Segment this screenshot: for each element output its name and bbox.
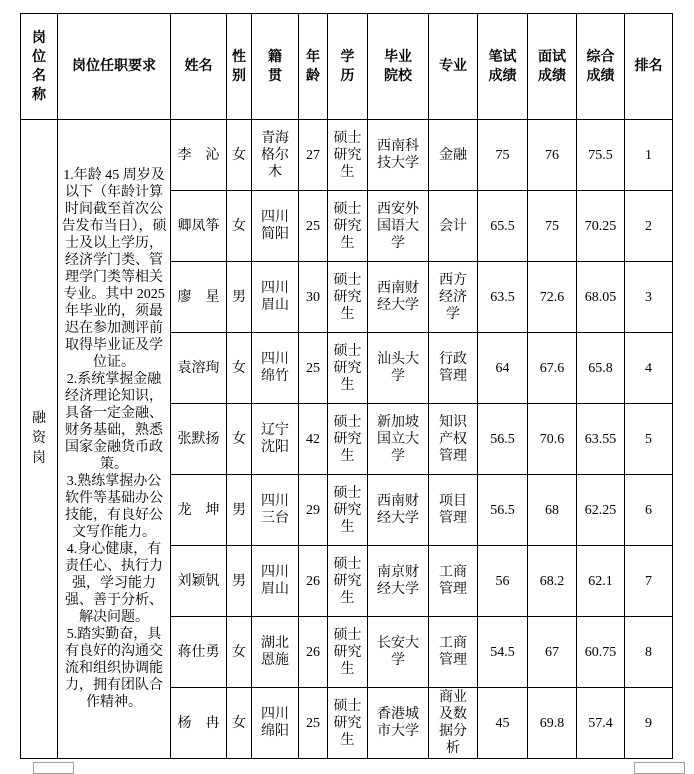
requirement-item: 5.踏实勤奋，具有良好的沟通交流和组织协调能力，拥有团队合作精神。 — [65, 627, 163, 710]
cell-major-text: 行政管理 — [439, 352, 467, 384]
cell-major — [429, 475, 478, 546]
cell-university-text: 西南财经大学 — [377, 494, 419, 526]
cell-name — [171, 546, 227, 617]
requirement-item: 2.系统掌握金融经济理论知识，具备一定金融、财务基础，熟悉国家金融货币政策。 — [65, 372, 163, 472]
cell-education-text: 硕士研究生 — [333, 556, 362, 606]
header-major-label: 专业 — [439, 59, 467, 74]
cell-major — [429, 404, 478, 475]
cell-name-text: 卿凤筝 — [177, 218, 220, 234]
cell-education — [328, 475, 368, 546]
cell-interview-score-text: 72.6 — [539, 289, 565, 305]
cell-interview-score-text: 68.2 — [539, 573, 565, 589]
cell-native-place-text: 辽宁沈阳 — [261, 423, 289, 455]
cell-overall-score-text: 57.4 — [588, 715, 613, 731]
cell-rank-text: 8 — [645, 644, 652, 660]
cell-written-score-text: 54.5 — [490, 644, 515, 660]
cell-native-place — [252, 404, 299, 475]
cell-native-place — [252, 617, 299, 688]
cell-major-text: 西方经济学 — [439, 272, 467, 322]
cell-native-place — [252, 262, 299, 333]
cell-interview-score — [528, 688, 577, 759]
cell-education — [328, 688, 368, 759]
header-gender-label: 性别 — [232, 49, 246, 84]
cell-overall-score — [577, 475, 625, 546]
header-university — [368, 14, 429, 120]
cell-overall-score-text: 75.5 — [588, 147, 613, 163]
cell-education — [328, 120, 368, 191]
cell-major-text: 项目管理 — [439, 494, 467, 526]
cell-name-text: 龙 坤 — [177, 502, 220, 518]
cell-native-place — [252, 688, 299, 759]
cell-name — [171, 333, 227, 404]
cell-university — [368, 688, 429, 759]
cell-age — [299, 120, 328, 191]
header-rank — [625, 14, 673, 120]
cell-overall-score-text: 62.1 — [588, 573, 613, 589]
cell-rank-text: 4 — [645, 360, 652, 376]
cell-name-text: 蒋仕勇 — [177, 644, 220, 660]
header-rank-label: 排名 — [634, 59, 663, 74]
cell-age-text: 42 — [306, 431, 320, 447]
cell-rank — [625, 333, 673, 404]
cell-interview-score-text: 67 — [545, 644, 559, 660]
cell-major — [429, 546, 478, 617]
cell-interview-score-text: 67.6 — [539, 360, 565, 376]
cell-rank-text: 5 — [645, 431, 652, 447]
cell-native-place — [252, 191, 299, 262]
cell-name-text: 杨 冉 — [177, 715, 220, 731]
cell-native-place — [252, 333, 299, 404]
cell-gender-text: 女 — [232, 360, 246, 376]
cell-interview-score-text: 70.6 — [539, 431, 565, 447]
cell-overall-score — [577, 617, 625, 688]
cell-written-score — [478, 333, 528, 404]
cell-interview-score — [528, 404, 577, 475]
cell-education — [328, 191, 368, 262]
cell-age — [299, 617, 328, 688]
header-interview-score — [528, 14, 577, 120]
cell-education-text: 硕士研究生 — [333, 414, 362, 464]
cell-university-text: 汕头大学 — [377, 352, 419, 384]
cell-major — [429, 333, 478, 404]
cell-overall-score — [577, 404, 625, 475]
cell-written-score — [478, 120, 528, 191]
cell-overall-score-text: 68.05 — [584, 289, 617, 305]
cell-rank — [625, 546, 673, 617]
cell-gender — [227, 617, 252, 688]
header-overall-score-label: 综合成绩 — [586, 49, 615, 84]
header-age — [299, 14, 328, 120]
cell-gender-text: 男 — [232, 502, 246, 518]
cell-age-text: 25 — [306, 218, 320, 234]
header-requirements-label: 岗位任职要求 — [72, 59, 156, 74]
cell-age — [299, 546, 328, 617]
cell-gender — [227, 262, 252, 333]
cell-name-text: 廖 星 — [177, 289, 220, 305]
cell-rank — [625, 404, 673, 475]
cell-overall-score — [577, 191, 625, 262]
header-native-place-label: 籍贯 — [268, 49, 282, 84]
cell-native-place-text: 四川绵阳 — [261, 707, 289, 739]
cell-written-score — [478, 546, 528, 617]
cell-gender-text: 女 — [232, 644, 246, 660]
cell-university — [368, 120, 429, 191]
cell-age — [299, 688, 328, 759]
header-native-place — [252, 14, 299, 120]
cell-age — [299, 333, 328, 404]
header-university-label: 毕业院校 — [384, 49, 412, 84]
header-major — [429, 14, 478, 120]
cell-overall-score-text: 63.55 — [584, 431, 617, 447]
cell-rank-text: 9 — [645, 715, 652, 731]
cell-rank — [625, 475, 673, 546]
cell-age-text: 25 — [306, 360, 320, 376]
cell-name-text: 李 沁 — [177, 147, 220, 163]
cell-university — [368, 404, 429, 475]
cell-written-score — [478, 262, 528, 333]
header-interview-score-label: 面试成绩 — [538, 49, 566, 84]
cell-major — [429, 617, 478, 688]
header-written-score — [478, 14, 528, 120]
cell-university — [368, 191, 429, 262]
cell-university — [368, 262, 429, 333]
cell-gender — [227, 546, 252, 617]
cell-name — [171, 404, 227, 475]
cell-native-place — [252, 546, 299, 617]
cell-rank-text: 7 — [645, 573, 652, 589]
cell-native-place-text: 四川绵竹 — [261, 352, 289, 384]
cell-age-text: 27 — [306, 147, 320, 163]
cell-gender — [227, 120, 252, 191]
header-position-name — [21, 14, 58, 120]
cell-name-text: 张默扬 — [177, 431, 220, 447]
cell-major — [429, 120, 478, 191]
cell-written-score-text: 56 — [495, 573, 510, 589]
cell-age-text: 30 — [306, 289, 320, 305]
cell-written-score-text: 45 — [495, 715, 510, 731]
cell-education — [328, 333, 368, 404]
cell-native-place — [252, 120, 299, 191]
cell-native-place-text: 四川眉山 — [261, 281, 289, 313]
cell-interview-score — [528, 262, 577, 333]
cell-rank-text: 3 — [645, 289, 652, 305]
cell-written-score — [478, 688, 528, 759]
header-education-label: 学历 — [340, 49, 355, 84]
cell-education — [328, 617, 368, 688]
requirement-item: 3.熟练掌握办公软件等基础办公技能，有良好公文写作能力。 — [65, 474, 163, 540]
cell-interview-score — [528, 475, 577, 546]
cell-rank-text: 6 — [645, 502, 652, 518]
cell-native-place-text: 青海格尔木 — [261, 130, 289, 180]
recruitment-results-table — [20, 13, 673, 759]
cell-gender — [227, 191, 252, 262]
header-name-label: 姓名 — [184, 59, 213, 74]
cell-education-text: 硕士研究生 — [333, 201, 362, 251]
cell-rank — [625, 617, 673, 688]
cell-major-text: 工商管理 — [439, 636, 467, 668]
cell-education-text: 硕士研究生 — [333, 698, 362, 748]
cell-gender — [227, 333, 252, 404]
cell-overall-score — [577, 688, 625, 759]
cell-written-score — [478, 404, 528, 475]
cell-rank — [625, 120, 673, 191]
cell-position-name — [21, 120, 58, 759]
header-position-name-label: 岗位名称 — [32, 30, 46, 103]
cell-interview-score — [528, 333, 577, 404]
cell-written-score — [478, 475, 528, 546]
cell-name — [171, 688, 227, 759]
header-written-score-label: 笔试成绩 — [488, 49, 517, 84]
requirement-item: 4.身心健康，有责任心、执行力强，学习能力强、善于分析、解决问题。 — [65, 542, 163, 625]
cell-overall-score-text: 70.25 — [584, 218, 617, 234]
cell-education — [328, 546, 368, 617]
cell-interview-score — [528, 120, 577, 191]
cell-interview-score — [528, 191, 577, 262]
cell-gender-text: 女 — [232, 147, 246, 163]
cell-overall-score — [577, 120, 625, 191]
cell-university-text: 新加坡国立大学 — [377, 414, 419, 464]
header-age-label: 年龄 — [306, 49, 320, 84]
cell-rank — [625, 262, 673, 333]
cell-overall-score-text: 62.25 — [584, 502, 617, 518]
cell-interview-score-text: 76 — [545, 147, 559, 163]
cell-age — [299, 262, 328, 333]
cell-gender-text: 男 — [232, 289, 246, 305]
cell-name — [171, 191, 227, 262]
cell-name — [171, 475, 227, 546]
cell-gender-text: 女 — [232, 431, 246, 447]
page-bottom-handle-right — [634, 762, 685, 774]
cell-overall-score — [577, 262, 625, 333]
cell-university-text: 香港城市大学 — [377, 707, 419, 739]
cell-age — [299, 475, 328, 546]
cell-education-text: 硕士研究生 — [333, 272, 362, 322]
cell-university — [368, 475, 429, 546]
cell-native-place-text: 四川眉山 — [261, 565, 289, 597]
cell-university — [368, 333, 429, 404]
cell-name — [171, 617, 227, 688]
cell-name — [171, 120, 227, 191]
cell-university — [368, 546, 429, 617]
cell-gender-text: 女 — [232, 715, 246, 731]
cell-gender — [227, 404, 252, 475]
candidate-row — [21, 120, 673, 191]
cell-overall-score — [577, 546, 625, 617]
requirement-item: 1.年龄 45 周岁及以下（年龄计算时间截至首次公告发布当日），硕士及以上学历，经济学门类、管理学门类等相关专业。其中 2025 年毕业的，须最迟在参加测评前取得毕业证及学位证。 — [61, 168, 167, 370]
cell-written-score-text: 65.5 — [490, 218, 515, 234]
cell-university-text: 西安外国语大学 — [377, 201, 419, 251]
cell-written-score-text: 75 — [495, 147, 510, 163]
cell-written-score-text: 56.5 — [490, 431, 515, 447]
cell-university-text: 长安大学 — [377, 636, 419, 668]
cell-written-score-text: 56.5 — [490, 502, 515, 518]
cell-major-text: 商业及数据分析 — [439, 690, 467, 756]
cell-major — [429, 688, 478, 759]
cell-native-place — [252, 475, 299, 546]
cell-interview-score-text: 69.8 — [539, 715, 565, 731]
cell-interview-score — [528, 617, 577, 688]
cell-overall-score-text: 60.75 — [584, 644, 617, 660]
cell-age-text: 26 — [306, 573, 320, 589]
cell-education-text: 硕士研究生 — [333, 485, 362, 535]
cell-interview-score-text: 75 — [545, 218, 559, 234]
cell-gender-text: 女 — [232, 218, 246, 234]
cell-overall-score — [577, 333, 625, 404]
header-overall-score — [577, 14, 625, 120]
cell-education — [328, 404, 368, 475]
cell-native-place-text: 湖北恩施 — [261, 636, 289, 668]
cell-gender — [227, 688, 252, 759]
cell-written-score-text: 63.5 — [490, 289, 515, 305]
page-bottom-handle-left — [33, 762, 74, 774]
cell-name-text: 刘颖钒 — [177, 573, 220, 589]
header-requirements — [58, 14, 171, 120]
cell-native-place-text: 四川简阳 — [261, 210, 289, 242]
cell-university — [368, 617, 429, 688]
cell-native-place-text: 四川三台 — [261, 494, 289, 526]
cell-university-text: 西南财经大学 — [377, 281, 419, 313]
cell-education-text: 硕士研究生 — [333, 130, 362, 180]
cell-education — [328, 262, 368, 333]
cell-name — [171, 262, 227, 333]
cell-rank — [625, 688, 673, 759]
cell-age-text: 29 — [306, 502, 320, 518]
cell-university-text: 西南科技大学 — [377, 139, 419, 171]
cell-major-text: 金融 — [439, 147, 467, 163]
cell-written-score — [478, 191, 528, 262]
cell-requirements — [58, 120, 171, 759]
header-education — [328, 14, 368, 120]
cell-gender-text: 男 — [232, 573, 246, 589]
cell-major-text: 会计 — [439, 218, 467, 234]
cell-interview-score — [528, 546, 577, 617]
cell-name-text: 袁溶珣 — [177, 360, 220, 376]
cell-rank-text: 1 — [645, 147, 652, 163]
cell-age-text: 25 — [306, 715, 320, 731]
cell-age — [299, 191, 328, 262]
position-name-text: 融资岗 — [32, 411, 46, 466]
cell-age — [299, 404, 328, 475]
cell-major-text: 工商管理 — [439, 565, 467, 597]
header-name — [171, 14, 227, 120]
cell-university-text: 南京财经大学 — [377, 565, 419, 597]
cell-interview-score-text: 68 — [545, 502, 559, 518]
cell-written-score — [478, 617, 528, 688]
cell-overall-score-text: 65.8 — [588, 360, 613, 376]
cell-major — [429, 262, 478, 333]
cell-age-text: 26 — [306, 644, 320, 660]
cell-major — [429, 191, 478, 262]
cell-rank-text: 2 — [645, 218, 652, 234]
cell-major-text: 知识产权管理 — [439, 414, 467, 464]
cell-rank — [625, 191, 673, 262]
cell-education-text: 硕士研究生 — [333, 343, 362, 393]
cell-education-text: 硕士研究生 — [333, 627, 362, 677]
cell-written-score-text: 64 — [495, 360, 510, 376]
cell-gender — [227, 475, 252, 546]
header-gender — [227, 14, 252, 120]
table-header-row — [21, 14, 673, 120]
